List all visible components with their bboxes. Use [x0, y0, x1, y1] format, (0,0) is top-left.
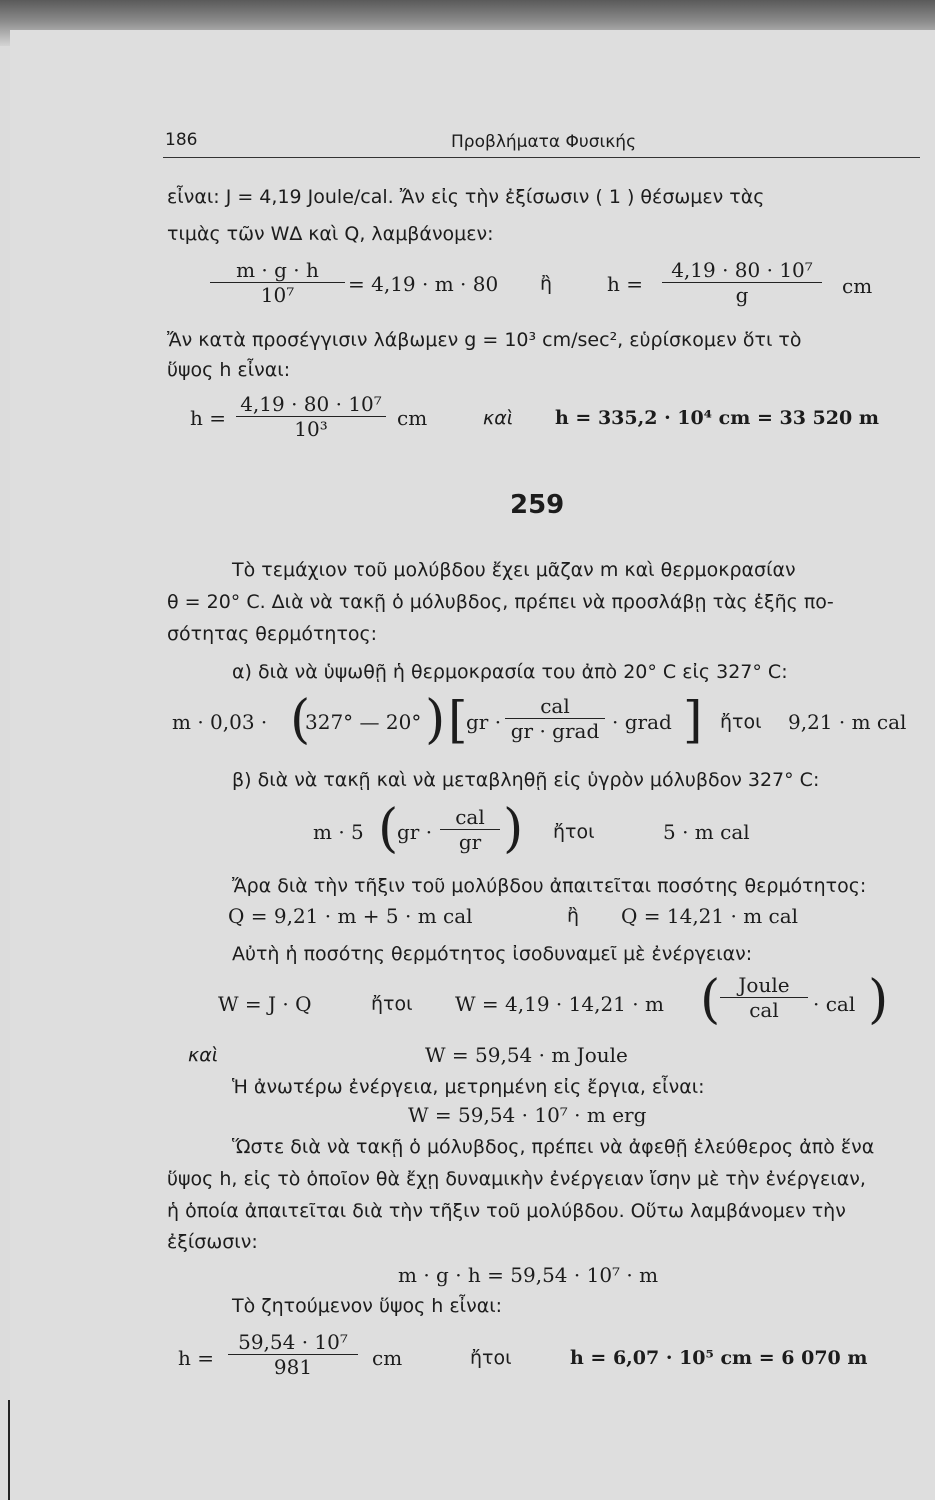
text-line: Ὥστε διὰ νὰ τακῇ ὁ μόλυβδος, πρέπει νὰ ἀφεθῇ ἐλεύθερος ἀπὸ ἕνα: [232, 1136, 875, 1158]
fraction: [228, 1330, 358, 1379]
denominator: gr · grad: [505, 718, 605, 743]
fraction: [662, 258, 822, 307]
text-line: Ἄν κατὰ προσέγγισιν λάβωμεν g = 10³ cm/sec², εὑρίσκομεν ὅτι τὸ: [167, 329, 802, 351]
equation-text: W = J · Q: [218, 992, 312, 1016]
running-title: Προβλήματα Φυσικής: [451, 132, 637, 152]
denominator: cal: [720, 997, 808, 1022]
equation-text: · cal: [813, 992, 856, 1016]
right-bracket: ]: [683, 691, 703, 749]
result: 5 · m cal: [663, 820, 750, 844]
text-line: β) διὰ νὰ τακῇ καὶ νὰ μεταβληθῇ εἰς ὑγρὸν μόλυβδον 327° C:: [232, 769, 820, 791]
conjunction: ἢ: [540, 273, 553, 295]
equation-text: W = 59,54 · m Joule: [425, 1043, 628, 1067]
denominator: 10⁷: [210, 282, 345, 307]
left-bracket: [: [448, 691, 468, 749]
right-paren: ): [868, 970, 889, 1030]
left-paren: (: [378, 799, 399, 859]
left-paren: (: [290, 690, 311, 750]
conjunction: ἤτοι: [553, 821, 595, 843]
result: h = 6,07 · 10⁵ cm = 6 070 m: [570, 1347, 868, 1369]
denominator: gr: [440, 829, 500, 854]
denominator: 981: [228, 1354, 358, 1379]
right-paren: ): [503, 799, 524, 859]
conjunction: ἤτοι: [371, 993, 413, 1015]
fraction: [505, 694, 605, 743]
equation-text: m · 5: [313, 820, 364, 844]
denominator: 10³: [236, 416, 386, 441]
fraction: [440, 805, 500, 854]
equation-text: Q = 14,21 · m cal: [621, 904, 799, 928]
numerator: m · g · h: [236, 258, 319, 282]
right-paren: ): [425, 690, 446, 750]
page-number: 186: [165, 130, 198, 150]
equation-text: gr ·: [466, 710, 502, 734]
fraction: [210, 258, 345, 307]
conjunction: ἢ: [567, 905, 580, 927]
equation-text: h =: [190, 406, 226, 430]
text-line: ὕψος h, εἰς τὸ ὁποῖον θὰ ἔχῃ δυναμικὴν ἐνέργειαν ἴσην μὲ τὴν ἐνέργειαν,: [167, 1168, 866, 1190]
unit: cm: [842, 274, 873, 298]
equation-text: 327° — 20°: [305, 710, 422, 734]
conjunction: καὶ: [483, 407, 514, 429]
text-line: Αὐτὴ ἡ ποσότης θερμότητος ἰσοδυναμεῖ μὲ ἐνέργειαν:: [232, 943, 753, 965]
text-line: Τὸ τεμάχιον τοῦ μολύβδου ἔχει μᾶζαν m καὶ θερμοκρασίαν: [232, 559, 796, 581]
text-line: εἶναι: J = 4,19 Joule/cal. Ἄν εἰς τὴν ἐξίσωσιν ( 1 ) θέσωμεν τὰς: [167, 186, 765, 208]
numerator: Joule: [738, 973, 790, 997]
text-line: ὕψος h εἶναι:: [167, 359, 291, 381]
numerator: 4,19 · 80 · 10⁷: [240, 392, 382, 416]
fraction: [236, 392, 386, 441]
denominator: g: [662, 282, 822, 307]
equation-text: W = 4,19 · 14,21 · m: [455, 992, 664, 1016]
numerator: cal: [540, 694, 570, 718]
unit: cm: [397, 406, 428, 430]
conjunction: καὶ: [188, 1044, 219, 1066]
equation-text: W = 59,54 · 10⁷ · m erg: [408, 1103, 647, 1127]
equation-text: gr ·: [397, 820, 433, 844]
unit: cm: [372, 1346, 403, 1370]
result: h = 335,2 · 10⁴ cm = 33 520 m: [555, 407, 879, 429]
text-line: ἡ ὁποία ἀπαιτεῖται διὰ τὴν τῆξιν τοῦ μολύβδου. Οὕτω λαμβάνομεν τὴν: [167, 1200, 846, 1222]
equation-text: · grad: [612, 710, 672, 734]
numerator: 4,19 · 80 · 10⁷: [671, 258, 813, 282]
text-line: θ = 20° C. Διὰ νὰ τακῇ ὁ μόλυβδος, πρέπει νὰ προσλάβῃ τὰς ἑξῆς πο-: [167, 591, 834, 613]
equation-text: Q = 9,21 · m + 5 · m cal: [228, 904, 473, 928]
fraction: [720, 973, 808, 1022]
result: 9,21 · m cal: [788, 710, 907, 734]
text-line: σότητας θερμότητος:: [167, 623, 378, 645]
text-line: Ἄρα διὰ τὴν τῆξιν τοῦ μολύβδου ἀπαιτεῖται ποσότης θερμότητος:: [232, 875, 867, 897]
conjunction: ἤτοι: [470, 1347, 512, 1369]
equation-text: m · 0,03 ·: [172, 710, 268, 734]
problem-number: 259: [510, 490, 565, 520]
numerator: cal: [455, 805, 485, 829]
conjunction: ἤτοι: [720, 711, 762, 733]
equation-text: m · g · h = 59,54 · 10⁷ · m: [398, 1263, 659, 1287]
text-line: α) διὰ νὰ ὑψωθῇ ἡ θερμοκρασία του ἀπὸ 20° C εἰς 327° C:: [232, 661, 788, 683]
equation-text: = 4,19 · m · 80: [348, 272, 499, 296]
equation-text: h =: [607, 272, 643, 296]
scan-margin-line: [8, 1400, 10, 1500]
text-line: ἐξίσωσιν:: [167, 1231, 258, 1253]
text-line: Ἡ ἀνωτέρω ἐνέργεια, μετρημένη εἰς ἔργια, εἶναι:: [232, 1076, 705, 1098]
numerator: 59,54 · 10⁷: [238, 1330, 348, 1354]
text-line: Τὸ ζητούμενον ὕψος h εἶναι:: [232, 1295, 503, 1317]
header-rule: [163, 157, 920, 158]
left-paren: (: [700, 970, 721, 1030]
text-line: τιμὰς τῶν W∆ καὶ Q, λαμβάνομεν:: [167, 223, 494, 245]
equation-text: h =: [178, 1346, 214, 1370]
